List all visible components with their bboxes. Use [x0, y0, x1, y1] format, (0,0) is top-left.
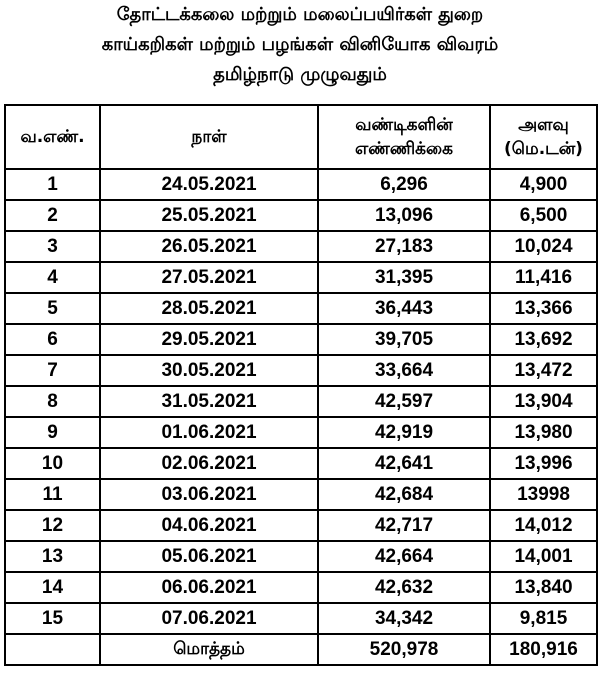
table-row	[5, 169, 597, 200]
cell-quantity: 4,900	[490, 169, 597, 200]
cell-quantity: 13,692	[490, 324, 597, 355]
cell-date: 27.05.2021	[100, 262, 318, 293]
cell-serial: 15	[5, 603, 100, 634]
cell-serial: 3	[5, 231, 100, 262]
cell-date: 31.05.2021	[100, 386, 318, 417]
header-date: நாள்	[100, 105, 318, 169]
cell-quantity: 13,904	[490, 386, 597, 417]
table-row	[5, 572, 597, 603]
cell-quantity: 13998	[490, 479, 597, 510]
cell-date: 28.05.2021	[100, 293, 318, 324]
total-vehicles: 520,978	[318, 634, 490, 665]
cell-quantity: 13,840	[490, 572, 597, 603]
cell-vehicles: 31,395	[318, 262, 490, 293]
cell-serial: 5	[5, 293, 100, 324]
table-row	[5, 200, 597, 231]
table-row	[5, 293, 597, 324]
cell-date: 29.05.2021	[100, 324, 318, 355]
cell-serial: 7	[5, 355, 100, 386]
department-title: தோட்டக்கலை மற்றும் மலைப்பயிர்கள் துறை	[116, 4, 484, 25]
cell-serial: 4	[5, 262, 100, 293]
cell-date: 26.05.2021	[100, 231, 318, 262]
cell-vehicles: 27,183	[318, 231, 490, 262]
table-row	[5, 324, 597, 355]
cell-quantity: 9,815	[490, 603, 597, 634]
cell-vehicles: 13,096	[318, 200, 490, 231]
table-row	[5, 386, 597, 417]
total-quantity: 180,916	[490, 634, 597, 665]
cell-date: 25.05.2021	[100, 200, 318, 231]
table-row	[5, 355, 597, 386]
cell-date: 03.06.2021	[100, 479, 318, 510]
header-serial-number: வ.எண்.	[5, 105, 100, 169]
region-title: தமிழ்நாடு முழுவதும்	[213, 64, 387, 85]
table-row	[5, 262, 597, 293]
cell-serial: 1	[5, 169, 100, 200]
table-row	[5, 603, 597, 634]
table-row	[5, 510, 597, 541]
cell-date: 04.06.2021	[100, 510, 318, 541]
report-title: காய்கறிகள் மற்றும் பழங்கள் வினியோக விவரம்	[101, 34, 499, 55]
table-total-row	[5, 634, 597, 665]
cell-vehicles: 42,919	[318, 417, 490, 448]
cell-vehicles: 33,664	[318, 355, 490, 386]
cell-serial: 14	[5, 572, 100, 603]
table-row	[5, 479, 597, 510]
cell-date: 01.06.2021	[100, 417, 318, 448]
header-quantity: அளவு (மெ.டன்)	[490, 105, 597, 169]
total-label: மொத்தம்	[100, 634, 318, 665]
table-row	[5, 448, 597, 479]
cell-quantity: 10,024	[490, 231, 597, 262]
cell-quantity: 11,416	[490, 262, 597, 293]
table-body	[5, 169, 597, 634]
cell-serial: 8	[5, 386, 100, 417]
cell-vehicles: 36,443	[318, 293, 490, 324]
distribution-table	[4, 104, 598, 666]
cell-vehicles: 6,296	[318, 169, 490, 200]
cell-quantity: 13,980	[490, 417, 597, 448]
table-row	[5, 417, 597, 448]
cell-vehicles: 42,641	[318, 448, 490, 479]
cell-quantity: 14,001	[490, 541, 597, 572]
cell-serial: 10	[5, 448, 100, 479]
table-row	[5, 541, 597, 572]
header-vehicle-count: வண்டிகளின் எண்ணிக்கை	[318, 105, 490, 169]
cell-date: 06.06.2021	[100, 572, 318, 603]
cell-serial: 12	[5, 510, 100, 541]
cell-vehicles: 42,684	[318, 479, 490, 510]
cell-quantity: 13,472	[490, 355, 597, 386]
cell-serial: 2	[5, 200, 100, 231]
cell-date: 30.05.2021	[100, 355, 318, 386]
cell-vehicles: 34,342	[318, 603, 490, 634]
table-header-row	[5, 105, 597, 169]
cell-quantity: 13,996	[490, 448, 597, 479]
cell-date: 07.06.2021	[100, 603, 318, 634]
cell-vehicles: 39,705	[318, 324, 490, 355]
cell-date: 24.05.2021	[100, 169, 318, 200]
cell-quantity: 13,366	[490, 293, 597, 324]
cell-serial: 11	[5, 479, 100, 510]
cell-vehicles: 42,632	[318, 572, 490, 603]
cell-date: 05.06.2021	[100, 541, 318, 572]
cell-vehicles: 42,664	[318, 541, 490, 572]
cell-quantity: 14,012	[490, 510, 597, 541]
total-empty-cell	[5, 634, 100, 665]
table-row	[5, 231, 597, 262]
cell-serial: 9	[5, 417, 100, 448]
cell-date: 02.06.2021	[100, 448, 318, 479]
cell-quantity: 6,500	[490, 200, 597, 231]
document-title-block	[0, 0, 600, 90]
cell-vehicles: 42,717	[318, 510, 490, 541]
cell-serial: 13	[5, 541, 100, 572]
cell-serial: 6	[5, 324, 100, 355]
cell-vehicles: 42,597	[318, 386, 490, 417]
